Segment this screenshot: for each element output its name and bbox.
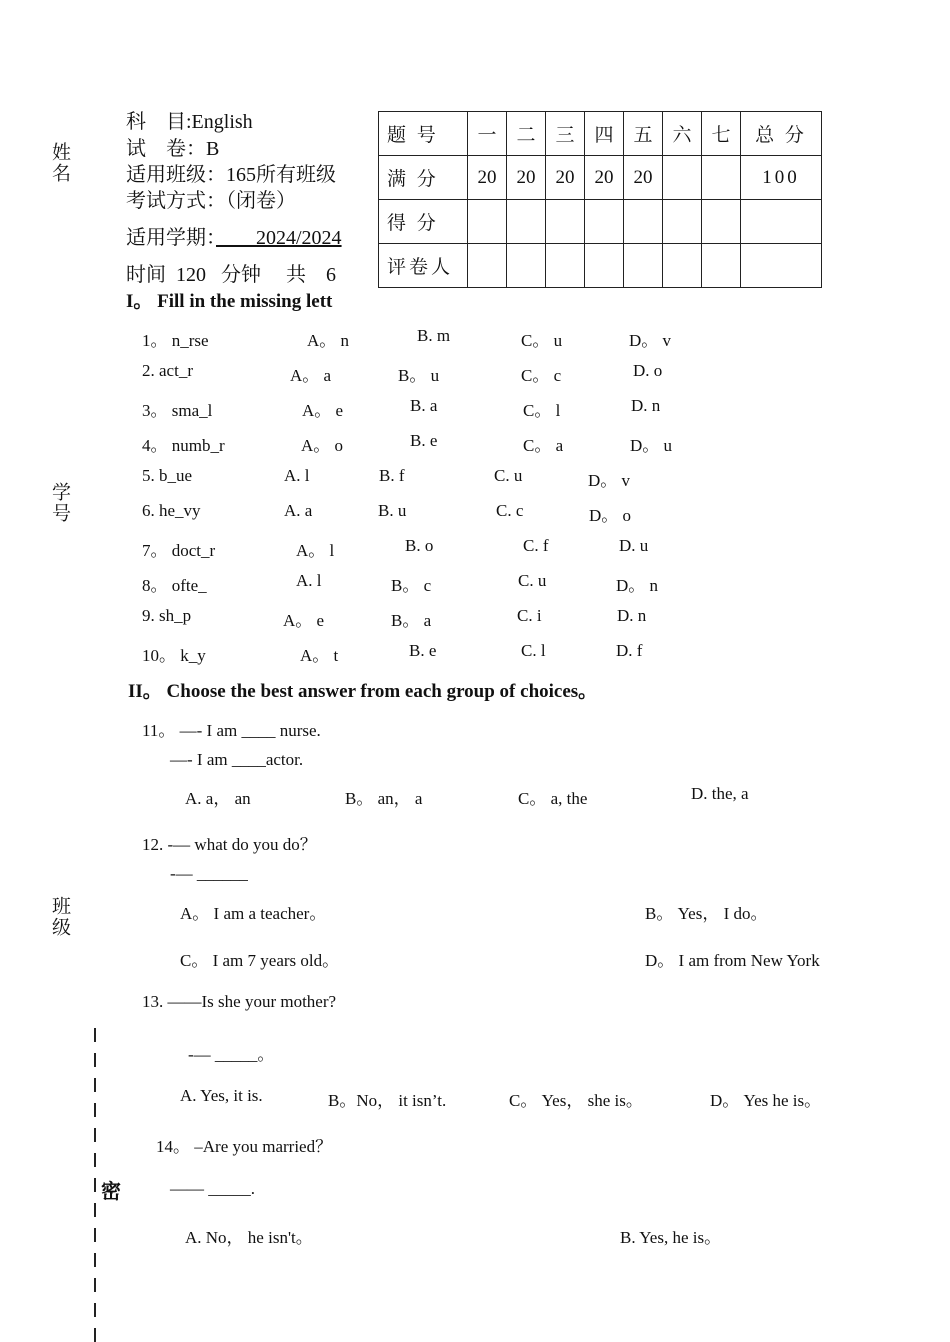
score-full-6	[663, 156, 702, 200]
q3-option-a: A。 e	[302, 401, 344, 420]
q2-option-a: A。 a	[290, 366, 332, 385]
score-grader-cell[interactable]	[702, 244, 741, 288]
score-got-cell[interactable]	[546, 200, 585, 244]
q11-option-c: C。 a, the	[518, 789, 588, 808]
term-line	[126, 221, 342, 250]
time-line	[126, 258, 336, 287]
score-header-label: 题 号	[379, 112, 468, 156]
q13-line2: -— _____。	[188, 1045, 275, 1064]
score-grader-row	[379, 244, 822, 288]
q8-option-d: D。 n	[616, 576, 659, 595]
q10-stem: 10。 k_y	[142, 646, 206, 665]
q12-option-d: D。 I am from New York	[645, 951, 820, 970]
score-col-6: 六	[663, 112, 702, 156]
q3-option-c: C。 l	[523, 401, 561, 420]
q3-option-d: D. n	[631, 396, 661, 415]
q9-option-a: A。 e	[283, 611, 325, 630]
q11-line1: 11。 —- I am ____ nurse.	[142, 721, 321, 740]
q13-option-a: A. Yes, it is.	[180, 1086, 263, 1105]
q12-option-b: B。 Yes， I do。	[645, 904, 768, 923]
q1-stem: 1。 n_rse	[142, 331, 209, 350]
score-col-3: 三	[546, 112, 585, 156]
paper-line: 试 卷：B	[126, 138, 220, 160]
q8-stem: 8。 ofte_	[142, 576, 207, 595]
score-grader-cell[interactable]	[663, 244, 702, 288]
seal-dashed-line	[94, 1028, 96, 1342]
q13-option-c: C。 Yes， she is。	[509, 1091, 643, 1110]
score-got-cell[interactable]	[507, 200, 546, 244]
margin-class-label: 班级	[49, 896, 70, 938]
score-got-total-cell[interactable]	[741, 200, 822, 244]
q6-option-a: A. a	[284, 501, 313, 520]
q5-stem: 5. b_ue	[142, 466, 193, 485]
q8-option-a: A. l	[296, 571, 322, 590]
score-full-7	[702, 156, 741, 200]
q13-option-d: D。 Yes he is。	[710, 1091, 822, 1110]
q12-option-c: C。 I am 7 years old。	[180, 951, 340, 970]
score-full-4: 20	[585, 156, 624, 200]
q11-option-a: A. a， an	[185, 789, 251, 808]
q6-option-d: D。 o	[589, 506, 632, 525]
q11-option-d: D. the, a	[691, 784, 749, 803]
score-got-cell[interactable]	[624, 200, 663, 244]
term-value: 2024/2024	[216, 227, 342, 249]
score-col-4: 四	[585, 112, 624, 156]
q4-option-a: A。 o	[301, 436, 344, 455]
margin-student-id-label: 学号	[49, 482, 70, 524]
q9-option-b: B。 a	[391, 611, 432, 630]
margin-name-label: 姓名	[49, 142, 70, 184]
score-full-total: 100	[741, 156, 822, 200]
q1-option-a: A。 n	[307, 331, 350, 350]
q12-line2: -— ______	[170, 864, 248, 883]
q7-option-b: B. o	[405, 536, 434, 555]
q4-option-d: D。 u	[630, 436, 673, 455]
q7-option-c: C. f	[523, 536, 549, 555]
q14-line1: 14。 –Are you married？	[156, 1137, 333, 1156]
q1-option-c: C。 u	[521, 331, 563, 350]
score-got-label: 得 分	[379, 200, 468, 244]
subject-line: 科 目:English	[126, 111, 253, 133]
score-header-row	[379, 112, 822, 156]
q9-option-c: C. i	[517, 606, 542, 625]
pages-label: 共	[286, 264, 306, 286]
q2-stem: 2. act_r	[142, 361, 193, 380]
q10-option-c: C. l	[521, 641, 546, 660]
seal-label: 密	[101, 1173, 121, 1206]
score-got-cell[interactable]	[663, 200, 702, 244]
section1-title: I。 Fill in the missing lett	[126, 291, 333, 312]
score-col-2: 二	[507, 112, 546, 156]
time-value: 120	[176, 264, 206, 286]
q11-option-b: B。 an， a	[345, 789, 423, 808]
score-grader-cell[interactable]	[468, 244, 507, 288]
q5-option-c: C. u	[494, 466, 523, 485]
score-table	[378, 111, 822, 288]
q10-option-b: B. e	[409, 641, 437, 660]
q7-option-d: D. u	[619, 536, 649, 555]
exam-mode-line: 考试方式：（闭卷）	[126, 190, 296, 212]
q13-option-b: B。No， it isn’t.	[328, 1091, 447, 1110]
score-grader-cell[interactable]	[585, 244, 624, 288]
q8-option-b: B。 c	[391, 576, 432, 595]
score-full-1: 20	[468, 156, 507, 200]
score-col-5: 五	[624, 112, 663, 156]
time-label: 时间	[126, 264, 166, 286]
score-grader-cell[interactable]	[624, 244, 663, 288]
q9-option-d: D. n	[617, 606, 647, 625]
q6-stem: 6. he_vy	[142, 501, 201, 520]
score-full-3: 20	[546, 156, 585, 200]
score-total-label: 总 分	[741, 112, 822, 156]
q12-line1: 12. -— what do you do？	[142, 835, 317, 854]
q14-option-b: B. Yes, he is。	[620, 1228, 722, 1247]
q5-option-a: A. l	[284, 466, 310, 485]
score-col-1: 一	[468, 112, 507, 156]
q14-option-a: A. No， he isn't。	[185, 1228, 313, 1247]
pages-value: 6	[326, 264, 336, 286]
score-got-cell[interactable]	[468, 200, 507, 244]
score-grader-cell[interactable]	[507, 244, 546, 288]
section2-title: II。 Choose the best answer from each group of choices。	[128, 681, 598, 702]
score-grader-cell[interactable]	[546, 244, 585, 288]
q1-option-b: B. m	[417, 326, 451, 345]
term-label: 适用学期：	[126, 227, 216, 249]
q8-option-c: C. u	[518, 571, 547, 590]
score-col-7: 七	[702, 112, 741, 156]
q3-option-b: B. a	[410, 396, 438, 415]
q7-option-a: A。 l	[296, 541, 335, 560]
q7-stem: 7。 doct_r	[142, 541, 216, 560]
q6-option-c: C. c	[496, 501, 524, 520]
q2-option-d: D. o	[633, 361, 663, 380]
q13-line1: 13. ——Is she your mother?	[142, 992, 337, 1011]
q3-stem: 3。 sma_l	[142, 401, 213, 420]
score-full-label: 满 分	[379, 156, 468, 200]
q4-option-c: C。 a	[523, 436, 564, 455]
q4-stem: 4。 numb_r	[142, 436, 225, 455]
score-grader-label: 评卷人	[379, 244, 468, 288]
time-unit: 分钟	[221, 264, 261, 286]
score-got-row	[379, 200, 822, 244]
q4-option-b: B. e	[410, 431, 438, 450]
q6-option-b: B. u	[378, 501, 407, 520]
q10-option-d: D. f	[616, 641, 643, 660]
q2-option-c: C。 c	[521, 366, 562, 385]
q12-option-a: A。 I am a teacher。	[180, 904, 327, 923]
q1-option-d: D。 v	[629, 331, 672, 350]
score-full-5: 20	[624, 156, 663, 200]
q9-stem: 9. sh_p	[142, 606, 192, 625]
q10-option-a: A。 t	[300, 646, 339, 665]
class-scope-line: 适用班级：165所有班级	[126, 164, 336, 186]
score-full-row	[379, 156, 822, 200]
score-got-cell[interactable]	[702, 200, 741, 244]
score-full-2: 20	[507, 156, 546, 200]
table-edge-cover	[365, 100, 378, 310]
score-got-cell[interactable]	[585, 200, 624, 244]
q2-option-b: B。 u	[398, 366, 440, 385]
q5-option-b: B. f	[379, 466, 405, 485]
q11-line2: —- I am ____actor.	[170, 750, 304, 769]
q14-line2: —— _____.	[170, 1179, 255, 1198]
q5-option-d: D。 v	[588, 471, 631, 490]
score-grader-total-cell[interactable]	[741, 244, 822, 288]
